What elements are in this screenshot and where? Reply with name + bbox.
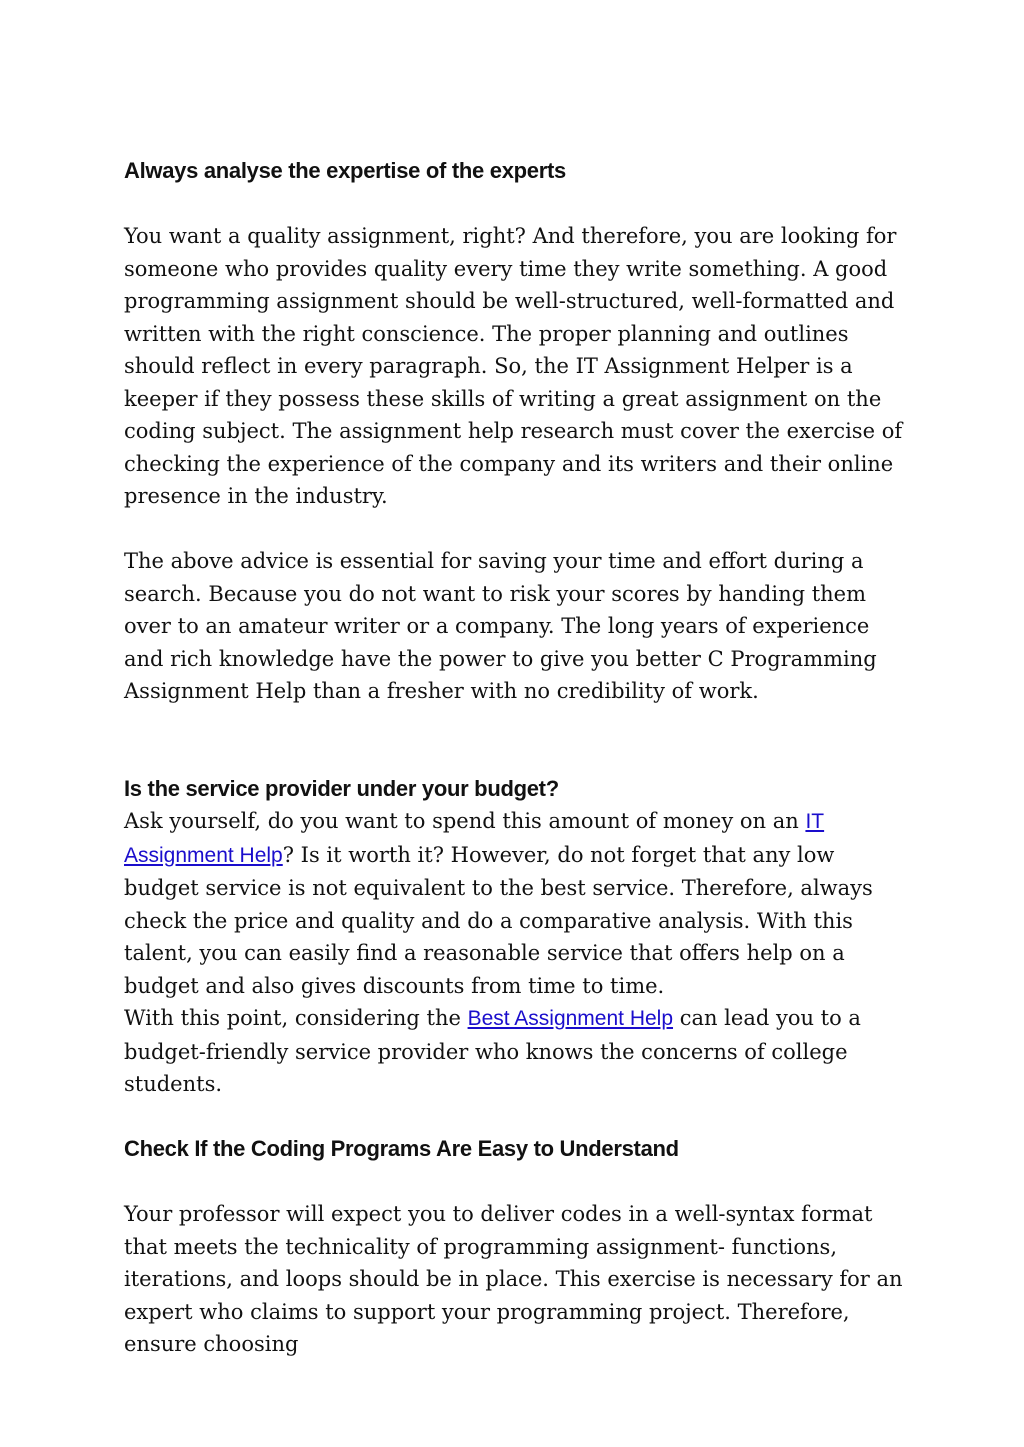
section-heading-coding-programs: Check If the Coding Programs Are Easy to Understand: [124, 1136, 679, 1161]
text-span: Ask yourself, do you want to spend this amount of money on an: [124, 809, 806, 833]
text-span: ? Is it worth it? However, do not forget that any low budget service is not equivalent to the best service. Therefore, always check the price and quality and do a comparative analysis. With this talent, you can easily find a reasonable service that offers help on a budget and also gives discounts from time to time.: [124, 842, 873, 998]
paragraph-ask-yourself: [124, 805, 904, 1002]
document-page: [124, 155, 904, 1361]
paragraph-quality-assignment: You want a quality assignment, right? And therefore, you are looking for someone who provides quality every time they write something. A good programming assignment should be well-structured, well-formatted and written with the right conscience. The proper planning and outlines should reflect in every paragraph. So, the IT Assignment Helper is a keeper if they possess these skills of writing a great assignment on the coding subject. The assignment help research must cover the exercise of checking the experience of the company and its writers and their online presence in the industry.: [124, 224, 903, 508]
text-span: With this point, considering the: [124, 1006, 468, 1030]
section-heading-budget: Is the service provider under your budget?: [124, 775, 559, 801]
section-heading-expertise: Always analyse the expertise of the experts: [124, 158, 566, 183]
paragraph-with-this-point: [124, 1002, 904, 1101]
best-assignment-help-link[interactable]: Best Assignment Help: [467, 1007, 674, 1030]
paragraph-professor-expect: Your professor will expect you to deliver codes in a well-syntax format that meets the technicality of programming assignment- functions, iterations, and loops should be in place. This exercise is necessary for an expert who claims to support your programming project. Therefore, ensure choosing: [124, 1202, 903, 1356]
it-assignment-help-link[interactable]: IT Assignment Help: [124, 810, 825, 867]
text-span: can lead you to a budget-friendly service provider who knows the concerns of college students.: [124, 1006, 861, 1096]
paragraph-above-advice: The above advice is essential for saving your time and effort during a search. Because you do not want to risk your scores by handing them over to an amateur writer or a company. The long years of experience and rich knowledge have the power to give you better C Programming Assignment Help than a fresher with no credibility of work.: [124, 549, 877, 703]
